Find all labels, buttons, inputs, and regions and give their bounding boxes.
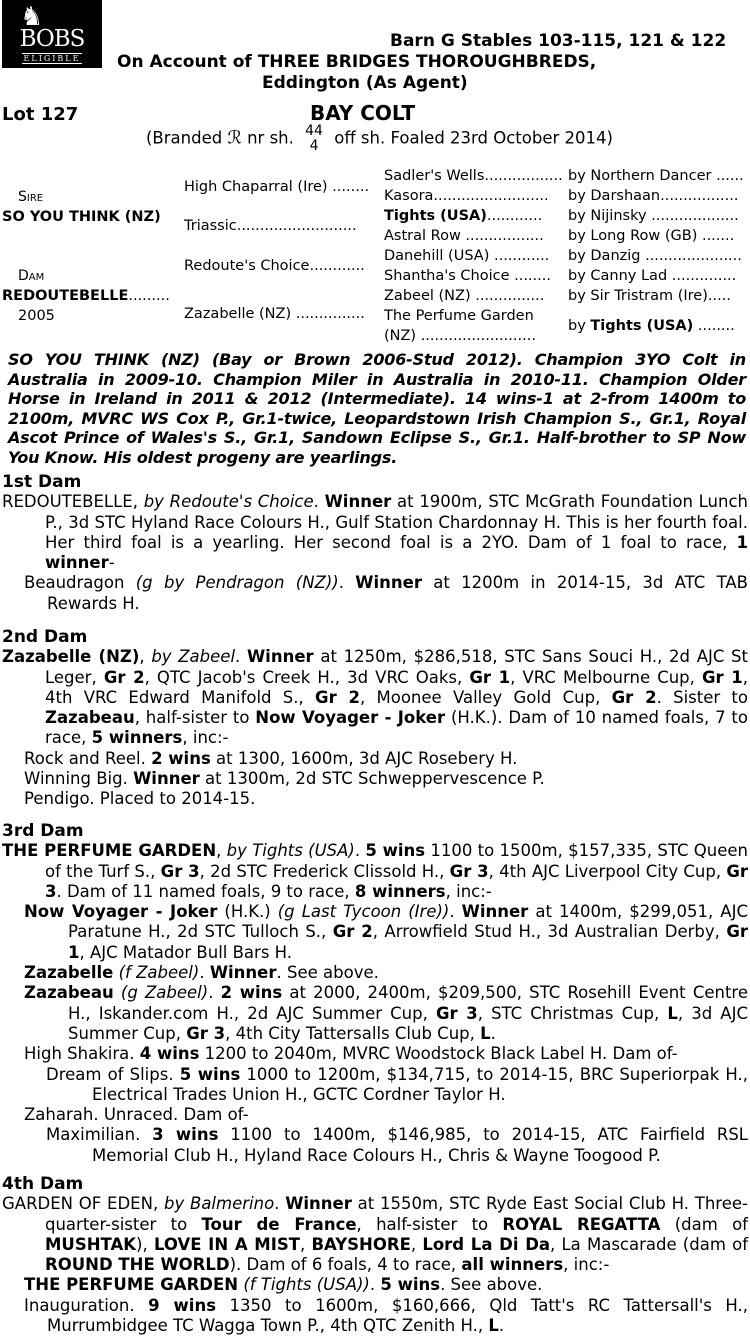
t: . xyxy=(208,983,221,1003)
gen4-7: by Sir Tristram (Ire)..... xyxy=(568,288,731,304)
t: , 4th AJC Liverpool City Cup, xyxy=(488,861,727,881)
t: (H.K.) xyxy=(217,902,278,922)
now-voyager xyxy=(2,902,748,963)
t: , Moonee Valley Gold Cup, xyxy=(359,687,612,707)
gen4-2: by Darshaan................. xyxy=(568,188,739,204)
t: (dam of xyxy=(660,1214,748,1234)
t: 9 wins xyxy=(148,1295,217,1315)
t: 1000 to 1200m, $134,715, to 2014-15, BRC Superiorpak H., Electrical Trades Union H., GCTC Cordner Taylor H. xyxy=(92,1064,749,1104)
t: . xyxy=(498,1316,505,1336)
barn-location: Barn G Stables 103-115, 121 & 122 xyxy=(390,31,727,51)
t: at 1300, 1600m, 3d AJC Rosebery H. xyxy=(210,748,518,768)
bobs-eligible-logo xyxy=(2,0,102,68)
gen3-8b: (NZ) ......................... xyxy=(384,328,536,344)
t: Maximilian. xyxy=(46,1125,153,1145)
t: all winners xyxy=(461,1255,564,1275)
logo-text-eligible: ELIGIBLE xyxy=(23,54,81,63)
t: 1100 to 1400m, $146,985, to 2014-15, ATC Fairfield RSL Memorial Club H., Hyland Race Colours H., Chris & Wayne Toogood P. xyxy=(92,1125,748,1165)
first-dam-section xyxy=(2,472,748,614)
t: Dream of Slips. xyxy=(46,1064,180,1084)
t: . xyxy=(199,963,210,983)
t: High Shakira. xyxy=(24,1044,140,1064)
t: Gr 3 xyxy=(160,861,200,881)
t: , inc:- xyxy=(182,728,229,748)
t: at 1200m in 2014-15, 3d ATC TAB Rewards H. xyxy=(47,573,749,613)
dream-of-slips xyxy=(2,1065,748,1106)
t: Winning Big. xyxy=(24,769,134,789)
t: (g by Pendragon (NZ)) xyxy=(135,573,339,593)
t: LOVE IN A MIST xyxy=(153,1234,300,1254)
gen3-3-name: Tights (USA) xyxy=(384,208,487,224)
t: , STC Christmas Cup, xyxy=(477,1003,668,1023)
t: Zazabelle xyxy=(24,963,114,983)
t: . xyxy=(449,902,462,922)
t: Gr 2 xyxy=(315,687,360,707)
sire-dam: Triassic.......................... xyxy=(184,218,357,234)
sire-label: Sire xyxy=(18,189,44,205)
gen3-6: Shantha's Choice ........ xyxy=(384,268,551,284)
t: Winner xyxy=(461,902,529,922)
t: REDOUTEBELLE, xyxy=(2,492,144,512)
dam-dots: ......... xyxy=(128,288,170,304)
maximilian xyxy=(2,1125,748,1166)
gen3-3-dots: ............ xyxy=(486,208,543,224)
t: Gr 1 xyxy=(702,667,743,687)
t: by Redoute's Choice xyxy=(143,492,314,512)
branded-suffix: off sh. Foaled 23rd October 2014) xyxy=(334,128,613,148)
t: 3 wins xyxy=(152,1125,219,1145)
t: Gr 1 xyxy=(68,922,749,962)
t: . Dam of 11 named foals, 9 to race, xyxy=(56,881,355,901)
gen4-8-pre: by xyxy=(568,318,586,334)
gen4-8 xyxy=(568,316,735,336)
t: Gr 3 xyxy=(449,861,489,881)
t: ). Dam of 6 foals, 4 to race, xyxy=(229,1255,462,1275)
t: THE PERFUME GARDEN xyxy=(2,841,217,861)
dam-name-line xyxy=(2,286,170,306)
t: , VRC Melbourne Cup, xyxy=(510,667,702,687)
gen4-8-dots: ........ xyxy=(697,318,735,334)
t: . xyxy=(490,1023,496,1043)
sire-summary: SO YOU THINK (NZ) (Bay or Brown 2006-Stud 2012). Champion 3YO Colt in Australia in 2009-10. Champion Miler in Australia in 2010-11. Champion Older Horse in Ireland in 2011 & 2012 (Intermediate). 14 wins-1 at 2-from 1400m to 2100m, MVRC WS Cox P., Gr.1-twice, Leopardstown Irish Champion S., Gr.1, Royal Ascot Prince of Wales's S., Gr.1, Sandown Eclipse S., Gr.1. Half-brother to SP Now You Know. His oldest progeny are yearlings. xyxy=(8,350,746,467)
perfume-garden-entry xyxy=(2,1275,748,1295)
t: by Zabeel xyxy=(151,647,236,667)
gen4-1: by Northern Dancer ...... xyxy=(568,168,744,184)
t: L xyxy=(480,1023,491,1043)
t: (f Tights (USA)) xyxy=(243,1275,370,1295)
t: . See above. xyxy=(276,963,379,983)
gen4-4: by Long Row (GB) ....... xyxy=(568,228,735,244)
gen3-2: Kasora......................... xyxy=(384,188,549,204)
third-dam-section xyxy=(2,821,748,1166)
brand-fraction xyxy=(305,124,323,154)
t: , 2d STC Frederick Clissold H., xyxy=(199,861,450,881)
second-dam-progeny-3: Pendigo. Placed to 2014-15. xyxy=(24,789,256,809)
t: Now Voyager - Joker xyxy=(24,902,218,922)
t: Winner xyxy=(209,963,277,983)
t: , La Mascarade (dam of xyxy=(550,1234,748,1254)
t: ROYAL REGATTA xyxy=(502,1214,661,1234)
t: , xyxy=(216,841,227,861)
t: at 1400m, $299,051, AJC Paratune H., 2d STC Tulloch S., xyxy=(68,902,748,942)
t: . xyxy=(338,573,356,593)
gen4-6: by Canny Lad .............. xyxy=(568,268,737,284)
dam-sire: Redoute's Choice............ xyxy=(184,258,365,274)
zazabeau-entry xyxy=(2,983,748,1044)
fraction-bottom: 4 xyxy=(309,138,319,154)
t: Zazabeau xyxy=(45,708,135,728)
branded-prefix: (Branded xyxy=(146,128,223,148)
t: THE PERFUME GARDEN xyxy=(24,1275,239,1295)
t: , inc:- xyxy=(563,1255,610,1275)
t: L xyxy=(667,1003,678,1023)
t: Gr 2 xyxy=(332,922,373,942)
t: Gr 3 xyxy=(45,861,749,901)
first-dam-progeny xyxy=(2,573,748,614)
third-dam-text xyxy=(2,841,748,902)
zazabelle-entry xyxy=(2,963,748,983)
t: at 1250m, $286,518, STC Sans Souci H., 2d AJC St Leger, xyxy=(45,647,748,687)
t: Beaudragon xyxy=(24,573,136,593)
first-dam-text xyxy=(2,492,748,573)
t: , half-sister to xyxy=(356,1214,503,1234)
t: - xyxy=(108,553,115,573)
t: 5 wins xyxy=(380,1275,441,1295)
t: (g Zabeel) xyxy=(120,983,209,1003)
t: . xyxy=(313,492,325,512)
t: , 3d AJC Summer Cup, xyxy=(68,1003,748,1043)
t: , Arrowfield Stud H., 3d Australian Derby, xyxy=(372,922,727,942)
t: . xyxy=(235,647,247,667)
t: . xyxy=(354,841,366,861)
t: L xyxy=(488,1316,499,1336)
vendor-agent: Eddington (As Agent) xyxy=(262,73,468,93)
inauguration-entry xyxy=(2,1296,748,1337)
dam-dam: Zazabelle (NZ) ............... xyxy=(184,306,365,322)
t: Gr 3 xyxy=(186,1023,226,1043)
t: 5 winners xyxy=(91,728,183,748)
t: , AJC Matador Bull Bars H. xyxy=(79,942,293,962)
t: (g Last Tycoon (Ire)) xyxy=(277,902,450,922)
branded-nearside: nr sh. xyxy=(247,128,294,148)
second-dam-text xyxy=(2,647,748,748)
second-dam-progeny-1 xyxy=(2,749,748,769)
t: Gr 2 xyxy=(103,667,145,687)
t: Now Voyager - Joker xyxy=(255,708,446,728)
second-dam-progeny-2 xyxy=(2,769,748,789)
t: , 4th City Tattersalls Club Cup, xyxy=(225,1023,481,1043)
t: ), xyxy=(136,1234,154,1254)
t: Zazabelle (NZ) xyxy=(2,647,140,667)
t: (H.K.). Dam of 10 named foals, 7 to race, xyxy=(45,708,748,748)
t: , xyxy=(410,1234,423,1254)
t: Inauguration. xyxy=(24,1295,149,1315)
sire-sire: High Chaparral (Ire) ........ xyxy=(184,179,370,195)
horse-title: BAY COLT xyxy=(310,101,416,125)
t: MUSHTAK xyxy=(45,1234,137,1254)
gen3-3 xyxy=(384,206,542,226)
t: . Sister to xyxy=(656,687,748,707)
high-shakira xyxy=(2,1044,748,1064)
t: 5 wins xyxy=(365,841,426,861)
t: 1 winner xyxy=(45,532,748,573)
logo-text-bobs: BOBS xyxy=(19,26,85,52)
horse-rider-icon: ♞ xyxy=(20,2,44,32)
t: by Balmerino xyxy=(163,1194,275,1214)
t: , xyxy=(139,647,152,667)
t: 1100 to 1500m, $157,335, STC Queen of the Turf S., xyxy=(45,841,748,881)
t: 5 wins xyxy=(179,1064,241,1084)
t: , xyxy=(299,1234,312,1254)
t: Tour de France xyxy=(201,1214,357,1234)
gen3-4: Astral Row ................. xyxy=(384,228,544,244)
t: , half-sister to xyxy=(134,708,256,728)
t: (f Zabeel) xyxy=(118,963,200,983)
brand-mark: ℛ xyxy=(227,127,242,149)
t: GARDEN OF EDEN, xyxy=(2,1194,164,1214)
gen4-5: by Danzig ..................... xyxy=(568,248,742,264)
gen4-8-name: Tights (USA) xyxy=(590,318,694,334)
gen3-8a: The Perfume Garden xyxy=(384,308,534,324)
t: 1200 to 2040m, MVRC Woodstock Black Label H. Dam of- xyxy=(199,1044,678,1064)
lot-number: Lot 127 xyxy=(2,104,79,125)
t: Winner xyxy=(246,647,314,667)
t: , 4th VRC Edward Manifold S., xyxy=(45,667,749,707)
t xyxy=(114,983,121,1002)
t: Winner xyxy=(133,769,200,789)
t: at 2000, 2400m, $209,500, STC Rosehill Event Centre H., Iskander.com H., 2d AJC Summer Cup, xyxy=(68,983,748,1023)
first-dam-heading: 1st Dam xyxy=(2,472,82,492)
gen3-7: Zabeel (NZ) ............... xyxy=(384,288,545,304)
t: at 1550m, STC Ryde East Social Club H. Three-quarter-sister to xyxy=(45,1194,748,1234)
gen3-5: Danehill (USA) ............ xyxy=(384,248,550,264)
t: Winner xyxy=(324,492,392,512)
t: , inc:- xyxy=(445,881,492,901)
fourth-dam-text xyxy=(2,1194,748,1275)
brand-foaled-line xyxy=(146,124,613,154)
gen4-3: by Nijinsky ................... xyxy=(568,208,739,224)
fourth-dam-section xyxy=(2,1174,748,1336)
t: Winner xyxy=(285,1194,352,1214)
t: BAYSHORE xyxy=(311,1234,411,1254)
t: Gr 1 xyxy=(469,667,511,687)
fourth-dam-heading: 4th Dam xyxy=(2,1174,84,1194)
fraction-top: 44 xyxy=(305,123,323,139)
dam-year: 2005 xyxy=(18,308,55,324)
t: Zazabeau xyxy=(24,983,114,1003)
t: at 1900m, STC McGrath Foundation Lunch P., 3d STC Hyland Race Colours H., Gulf Station Chardonnay H. This is her fourth foal. Her third foal is a yearling. Her second foal is a 2YO. Dam of 1 foal to race, xyxy=(45,492,748,552)
dam-label: Dam xyxy=(18,268,45,284)
second-dam-section xyxy=(2,627,748,810)
sire-name: SO YOU THINK (NZ) xyxy=(2,209,161,225)
t: , QTC Jacob's Creek H., 3d VRC Oaks, xyxy=(144,667,470,687)
t: ROUND THE WORLD xyxy=(45,1255,230,1275)
gen3-1: Sadler's Wells................. xyxy=(384,168,563,184)
zaharah: Zaharah. Unraced. Dam of- xyxy=(24,1105,249,1125)
t: by Tights (USA) xyxy=(226,841,355,861)
t: 2 wins xyxy=(220,983,283,1003)
t: Winner xyxy=(355,573,422,593)
t: 8 winners xyxy=(354,881,446,901)
t: Gr 3 xyxy=(435,1003,478,1023)
t: 2 wins xyxy=(151,748,211,768)
t: Lord La Di Da xyxy=(422,1234,551,1254)
third-dam-heading: 3rd Dam xyxy=(2,821,84,841)
t: at 1300m, 2d STC Schweppervescence P. xyxy=(199,769,545,789)
second-dam-heading: 2nd Dam xyxy=(2,627,88,647)
t: Rock and Reel. xyxy=(24,748,152,768)
t: Gr 2 xyxy=(611,687,657,707)
t: . See above. xyxy=(440,1275,543,1295)
t: . xyxy=(274,1194,286,1214)
dam-name: REDOUTEBELLE xyxy=(2,288,129,304)
t: 4 wins xyxy=(139,1044,200,1064)
vendor-account: On Account of THREE BRIDGES THOROUGHBREDS, xyxy=(117,52,597,72)
t: . xyxy=(369,1275,381,1295)
t: 1350 to 1600m, $160,666, Qld Tatt's RC Tattersall's H., Murrumbidgee TC Wagga Town P., 4th QTC Zenith H., xyxy=(47,1295,748,1336)
